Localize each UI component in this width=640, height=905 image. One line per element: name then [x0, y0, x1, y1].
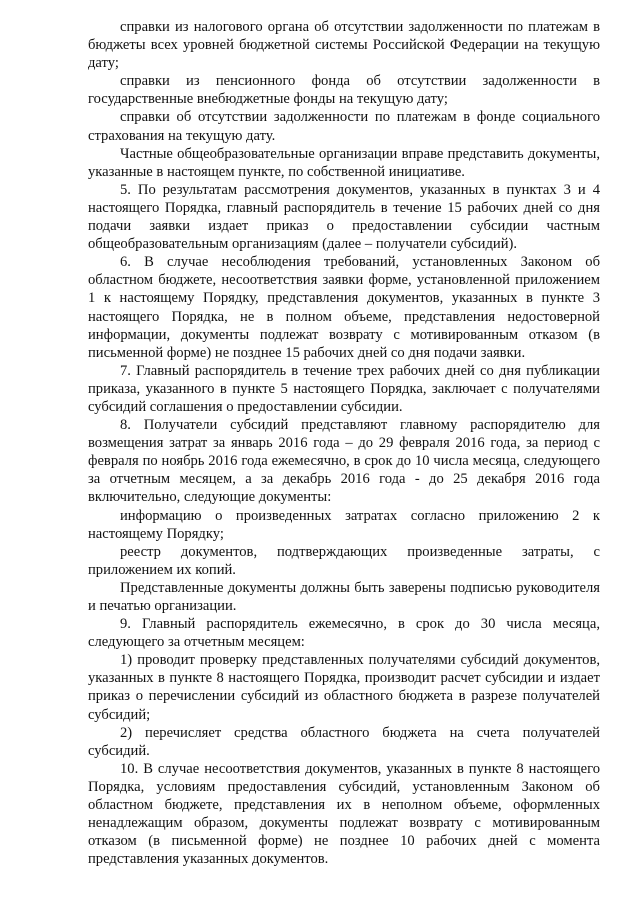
paragraph-item-7: 7. Главный распорядитель в течение трех рабочих дней со дня публикации приказа, указанного в пункте 5 настоящего Порядка, заключает с получателями субсидий соглашения о предоставлении субсидии. — [88, 362, 600, 415]
paragraph-item-8-registry: реестр документов, подтверждающих произведенные затраты, с приложением их копий. — [88, 543, 600, 578]
paragraph-certificate-tax: справки из налогового органа об отсутствии задолженности по платежам в бюджеты всех уровней бюджетной системы Российской Федерации на текущую дату; — [88, 19, 600, 72]
paragraph-item-9-subitem-2: 2) перечисляет средства областного бюджета на счета получателей субсидий. — [88, 724, 600, 759]
paragraph-item-9-subitem-1: 1) проводит проверку представленных получателями субсидий документов, указанных в пункте 8 настоящего Порядка, производит расчет субсидии и издает приказ о перечислении субсидий из областного бюджета в разрезе получателей субсидий; — [88, 652, 600, 723]
paragraph-item-8-info: информацию о произведенных затратах согласно приложению 2 к настоящему Порядку; — [88, 507, 600, 542]
paragraph-item-9: 9. Главный распорядитель ежемесячно, в срок до 30 числа месяца, следующего за отчетным месяцем: — [88, 616, 600, 651]
paragraph-own-initiative: Частные общеобразовательные организации вправе представить документы, указанные в настоящем пункте, по собственной инициативе. — [88, 145, 600, 180]
paragraph-certificate-social: справки об отсутствии задолженности по платежам в фонде социального страхования на текущую дату. — [88, 109, 600, 144]
paragraph-item-8-certification: Представленные документы должны быть заверены подписью руководителя и печатью организации. — [88, 579, 600, 614]
paragraph-item-10: 10. В случае несоответствия документов, указанных в пункте 8 настоящего Порядка, условиям предоставления субсидий, установленным Законом об областном бюджете, представления их в неполном объеме, оформленных ненадлежащим образом, документы подлежат возврату с мотивированным отказом (в письменной форме) не позднее 10 рабочих дней с момента представления указанных документов. — [88, 760, 600, 868]
paragraph-item-8: 8. Получатели субсидий представляют главному распорядителю для возмещения затрат за январь 2016 года – до 29 февраля 2016 года, за период с февраля по ноябрь 2016 года ежемесячно, в срок до 10 числа месяца, следующего за отчетным месяцем, а за декабрь 2016 года - до 25 декабря 2016 года включительно, следующие документы: — [88, 417, 600, 506]
paragraph-item-6: 6. В случае несоблюдения требований, установленных Законом об областном бюджете, несоответствия заявки форме, установленной приложением 1 к настоящему Порядку, представления документов, указанных в пункте 3 настоящего Порядка, не в полном объеме, представления недостоверной информации, документы подлежат возврату с мотивированным отказом (в письменной форме) не позднее 15 рабочих дней со дня подачи заявки. — [88, 254, 600, 361]
paragraph-certificate-pension: справки из пенсионного фонда об отсутствии задолженности в государственные внебюджетные фонды на текущую дату; — [88, 73, 600, 108]
paragraph-item-5: 5. По результатам рассмотрения документов, указанных в пунктах 3 и 4 настоящего Порядка, главный распорядитель в течение 15 рабочих дней со дня подачи заявки издает приказ о предоставлении субсидии частным общеобразовательным организациям (далее – получатели субсидий). — [88, 181, 600, 253]
